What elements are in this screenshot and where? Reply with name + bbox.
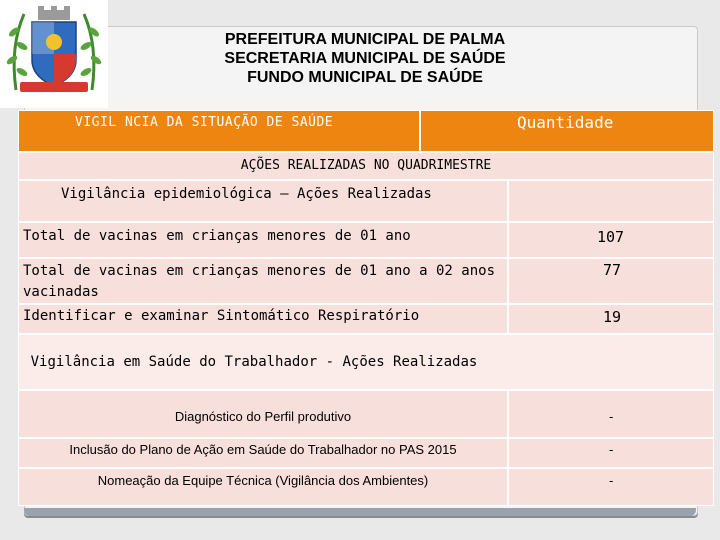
section-title-row <box>18 180 714 222</box>
header-line-prefeitura: PREFEITURA MUNICIPAL DE PALMA <box>224 31 506 48</box>
table-header-row <box>18 110 714 152</box>
bottom-bar <box>24 508 696 516</box>
table-row <box>18 390 714 438</box>
row-value: - <box>508 390 714 438</box>
header-title <box>150 30 580 87</box>
municipal-coat-of-arms-icon <box>2 2 106 102</box>
row-label: Diagnóstico do Perfil produtivo <box>18 390 508 438</box>
header-line-fundo: FUNDO MUNICIPAL DE SAÚDE <box>247 69 483 86</box>
row-label: Inclusão do Plano de Ação em Saúde do Trabalhador no PAS 2015 <box>18 438 508 468</box>
row-value: - <box>508 468 714 506</box>
section-title-trabalhador: Vigilância em Saúde do Trabalhador - Ações Realizadas <box>30 354 478 370</box>
row-value: - <box>508 438 714 468</box>
column-header-quantidade: Quantidade <box>420 110 714 152</box>
row-value: 107 <box>508 222 714 258</box>
banner-acoes-realizadas: AÇÕES REALIZADAS NO QUADRIMESTRE <box>18 152 714 180</box>
empty-cell <box>508 180 714 222</box>
table-row <box>18 438 714 468</box>
header-line-secretaria: SECRETARIA MUNICIPAL DE SAÚDE <box>224 50 506 67</box>
row-value: 77 <box>508 258 714 304</box>
row-label: Total de vacinas em crianças menores de 01 ano a 02 anos vacinadas <box>18 258 508 304</box>
section-title-trabalhador-wrap <box>18 334 714 390</box>
row-label: Total de vacinas em crianças menores de 01 ano <box>18 222 508 258</box>
table-row <box>18 304 714 334</box>
logo-box <box>0 0 108 108</box>
row-value: 19 <box>508 304 714 334</box>
table-row <box>18 258 714 304</box>
row-label: Identificar e examinar Sintomático Respiratório <box>18 304 508 334</box>
banner-row <box>18 152 714 180</box>
column-header-vigilancia: VIGIL NCIA DA SITUAÇÃO DE SAÚDE <box>18 110 420 152</box>
table-row <box>18 222 714 258</box>
section-title-epidemiologica: Vigilância epidemiológica – Ações Realizadas <box>18 180 508 222</box>
row-label: Nomeação da Equipe Técnica (Vigilância dos Ambientes) <box>18 468 508 506</box>
section-title-row <box>18 334 714 390</box>
table-row <box>18 468 714 506</box>
